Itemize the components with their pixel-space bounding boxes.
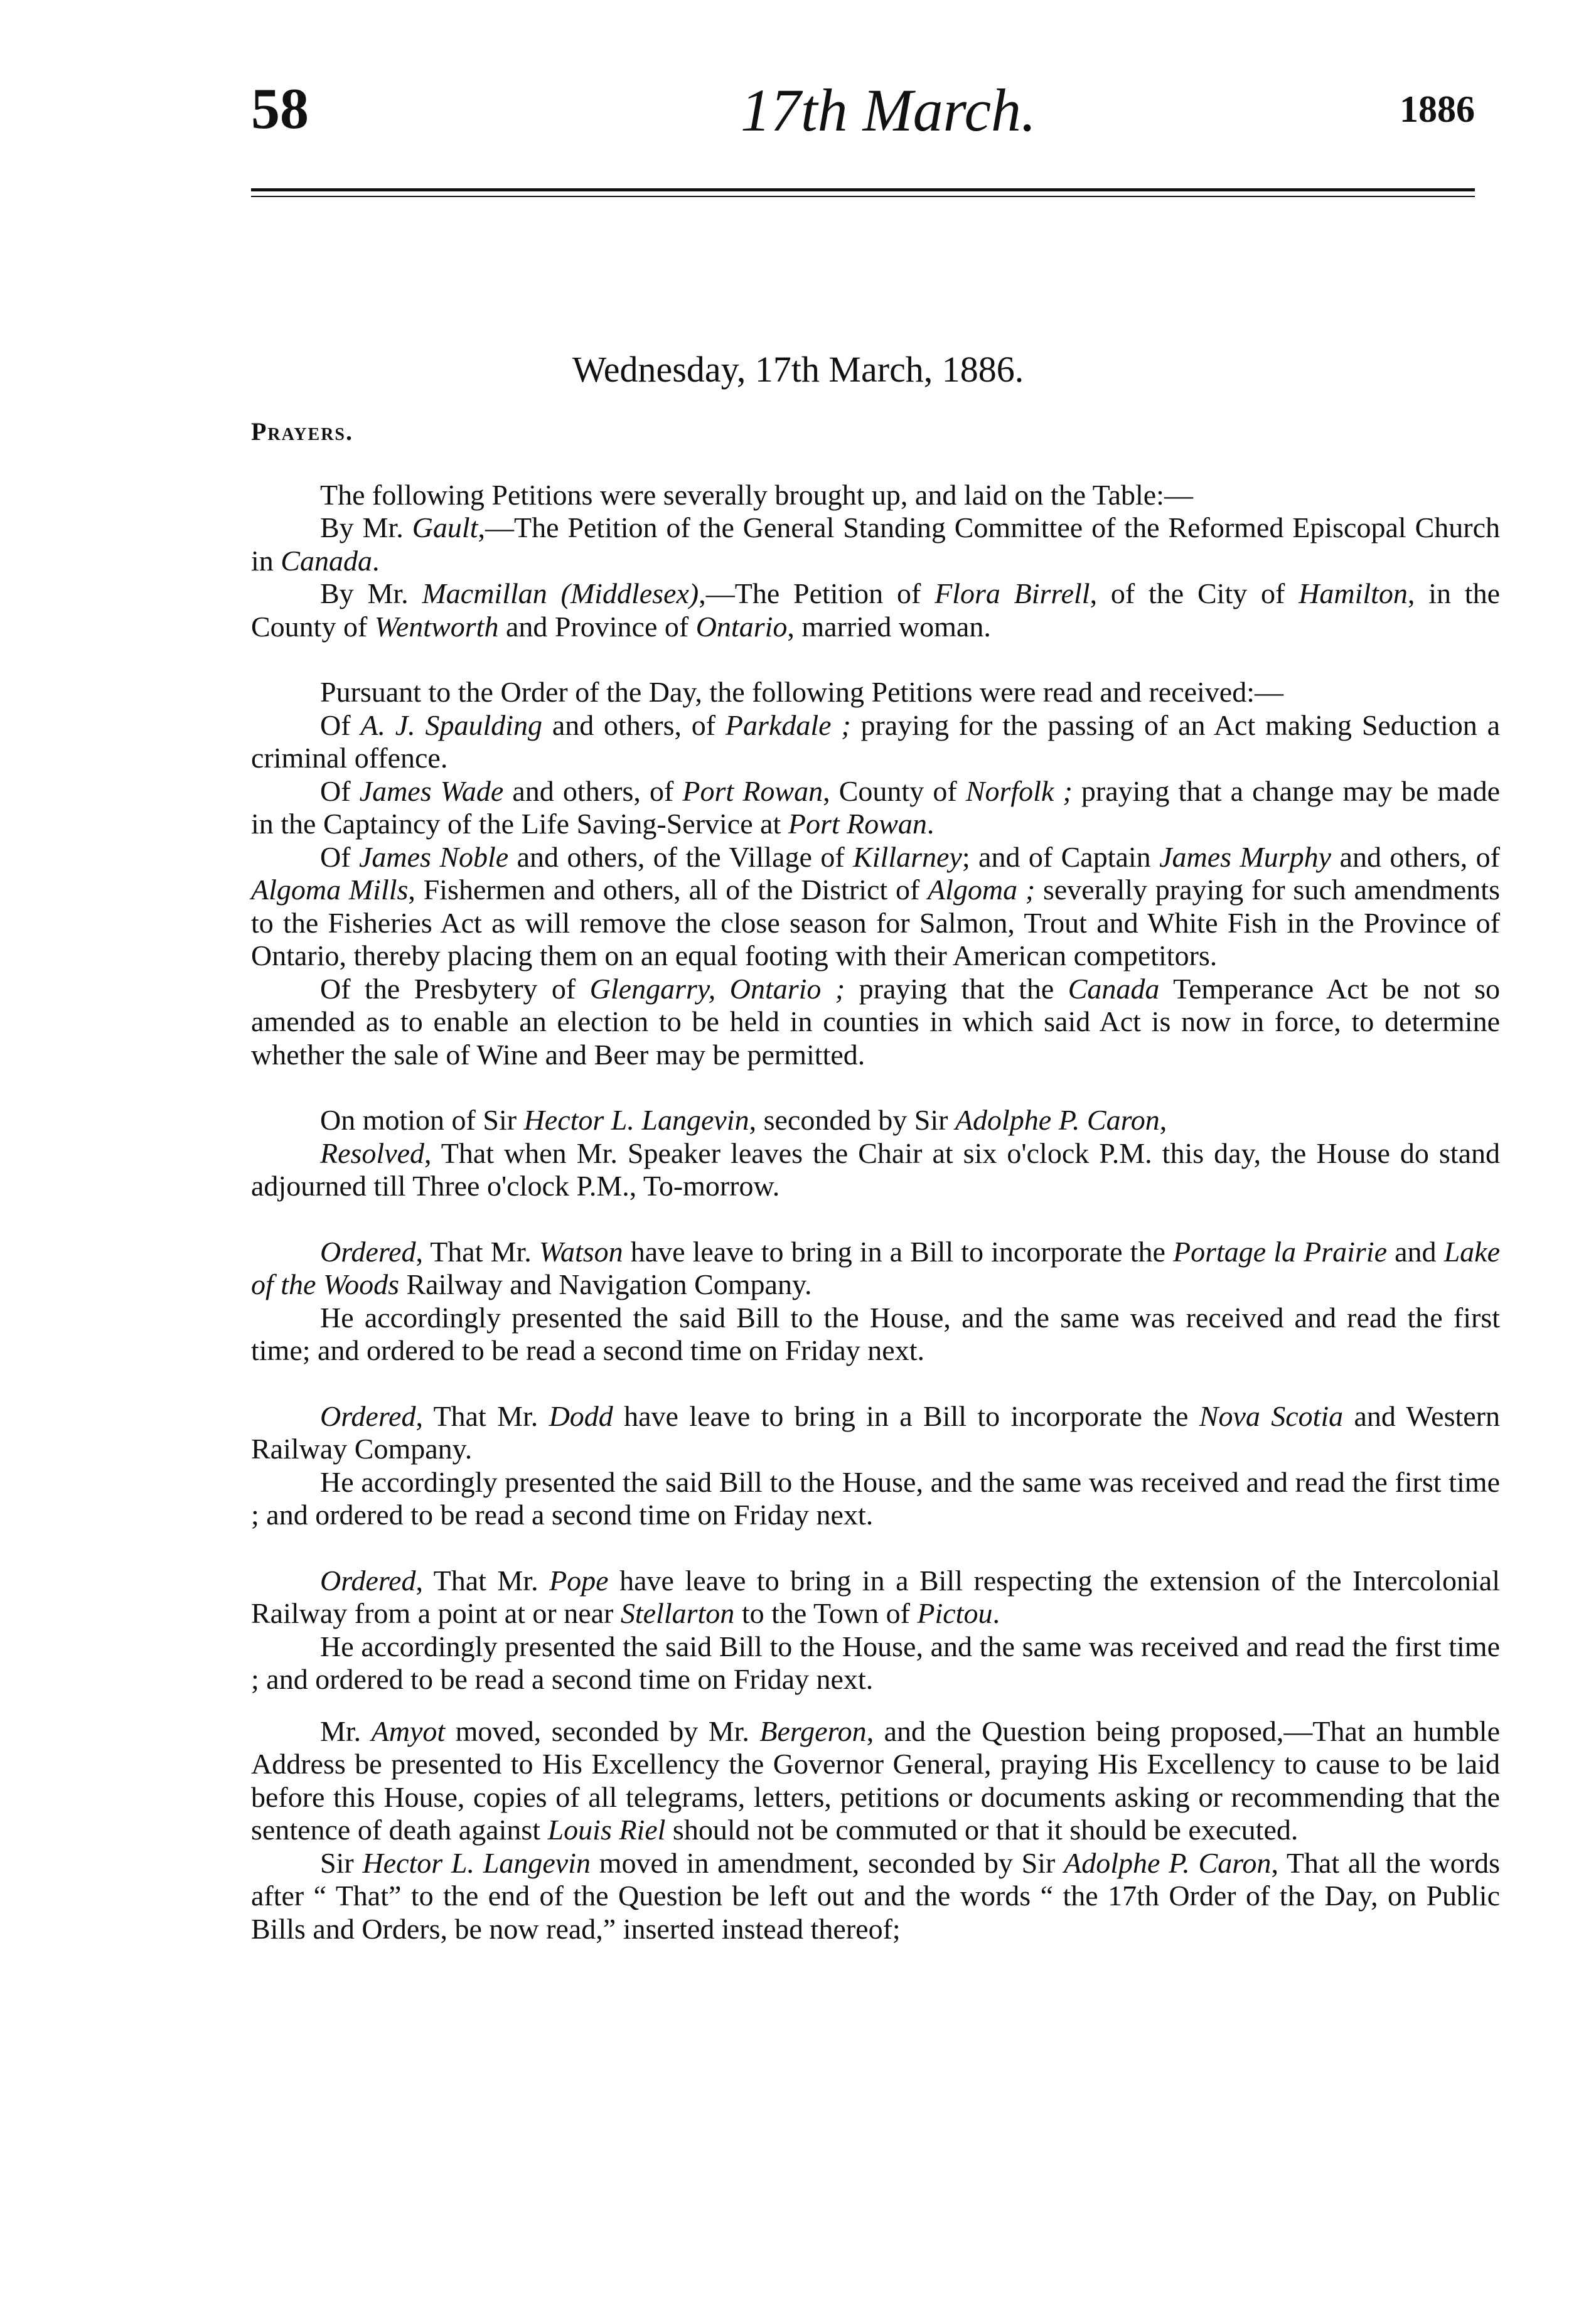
place-name: Ontario <box>695 610 788 643</box>
petition-noble: Of James Noble and others, of the Village of Killarney; and of Captain James Murphy and others, of Algoma Mills, Fishermen and others, all of the District of Algoma ; severally praying for such amendments to the Fisheries Act as will remove the close season for Salmon, Trout and White Fish in the Province of Ontario, thereby placing them on an equal footing with their American competitors. <box>251 840 1501 971</box>
resolution-adjournment: Resolved, That when Mr. Speaker leaves the Chair at six o'clock P.M. this day, the House do stand adjourned till Three o'clock P.M., To-morrow. <box>251 1137 1500 1202</box>
place-name: Portage la Prairie <box>1172 1235 1387 1268</box>
place-name: Hamilton <box>1299 577 1408 609</box>
petitioner-name: A. J. Spaulding <box>360 709 543 741</box>
member-name: Dodd <box>549 1400 613 1432</box>
page-number: 58 <box>251 77 309 141</box>
petition-gault: By Mr. Gault,—The Petition of the General Standing Committee of the Reformed Episcopal Church in Canada. <box>251 511 1500 577</box>
member-name: Pope <box>549 1564 609 1597</box>
petitions-intro: The following Petitions were severally brought up, and laid on the Table:— <box>320 478 1193 511</box>
member-name: Gault <box>412 511 478 543</box>
bill-nova-scotia-order: Ordered, That Mr. Dodd have leave to bring in a Bill to incorporate the Nova Scotia and Western Railway Company. <box>251 1400 1500 1465</box>
petition-wade: Of James Wade and others, of Port Rowan, County of Norfolk ; praying that a change may be made in the Captaincy of the Life Saving-Service at Port Rowan. <box>251 774 1501 840</box>
member-name: Watson <box>538 1235 623 1268</box>
ordered-label: Ordered <box>320 1235 416 1268</box>
petitioner-name: James Noble <box>358 840 509 873</box>
place-name: Port Rowan <box>788 808 927 840</box>
place-name: Wentworth <box>374 610 499 643</box>
petitioner-name: James Murphy <box>1159 840 1332 873</box>
place-name: Canada <box>1068 972 1160 1005</box>
bill-nova-scotia-presented: He accordingly presented the said Bill to the House, and the same was received and read the first time ; and ordered to be read a second time on Friday next. <box>251 1465 1500 1531</box>
place-name: Port Rowan <box>682 774 823 807</box>
amendment-motion: Sir Hector L. Langevin moved in amendment, seconded by Sir Adolphe P. Caron, That all the words after “ That” to the end of the Question be left out and the words “ the 17th Order of the Day, on Public Bills and Orders, be now read,” inserted instead thereof; <box>251 1846 1501 1945</box>
place-name: Glengarry, Ontario ; <box>589 972 845 1005</box>
petition-macmillan: By Mr. Macmillan (Middlesex),—The Petition of Flora Birrell, of the City of Hamilton, in the County of Wentworth and Province of Ontario, married woman. <box>251 577 1500 643</box>
place-name: Stellarton <box>620 1597 735 1629</box>
place-name: Parkdale ; <box>725 709 851 741</box>
bill-intercolonial-order: Ordered, That Mr. Pope have leave to bring in a Bill respecting the extension of the Intercolonial Railway from a point at or near Stellarton to the Town of Pictou. <box>251 1564 1500 1629</box>
place-name: Canada <box>281 544 372 577</box>
running-header-date: 17th March. <box>741 77 1037 144</box>
bill-intercolonial-presented: He accordingly presented the said Bill to the House, and the same was received and read the first time ; and ordered to be read a second time on Friday next. <box>251 1630 1500 1695</box>
sitting-date-heading: Wednesday, 17th March, 1886. <box>572 349 1024 390</box>
member-name: Bergeron <box>759 1715 867 1747</box>
member-name: Amyot <box>371 1715 446 1747</box>
order-of-day: Pursuant to the Order of the Day, the following Petitions were read and received:— <box>320 676 1284 708</box>
petitioner-name: Flora Birrell <box>935 577 1090 609</box>
place-name: Algoma Mills <box>251 874 409 906</box>
ordered-label: Ordered <box>320 1400 416 1432</box>
member-name: Macmillan (Middlesex) <box>422 577 699 609</box>
place-name: Killarney <box>853 840 962 873</box>
member-name: Hector L. Langevin <box>362 1846 591 1879</box>
bill-portage-order: Ordered, That Mr. Watson have leave to bring in a Bill to incorporate the Portage la Prairie and Lake of the Woods Railway and Navigation Company. <box>251 1235 1501 1300</box>
running-header-year: 1886 <box>1400 88 1475 130</box>
address-motion: Mr. Amyot moved, seconded by Mr. Bergeron, and the Question being proposed,—That an humble Address be presented to His Excellency the Governor General, praying His Excellency to cause to be laid before this House, copies of all telegrams, letters, petitions or documents asking or recommending that the sentence of death against Louis Riel should not be commuted or that it should be executed. <box>251 1715 1500 1846</box>
petition-presbytery: Of the Presbytery of Glengarry, Ontario ; praying that the Canada Temperance Act be not so amended as to enable an election to be held in counties in which said Act is now in force, to determine whether the sale of Wine and Beer may be permitted. <box>251 972 1500 1071</box>
place-name: Pictou <box>917 1597 993 1629</box>
petition-spaulding: Of A. J. Spaulding and others, of Parkdale ; praying for the passing of an Act making Seduction a criminal offence. <box>251 709 1501 774</box>
member-name: Hector L. Langevin <box>523 1104 749 1136</box>
place-name: Lake of the Woods <box>251 1235 1501 1300</box>
journal-body <box>251 414 1500 1945</box>
place-name: Nova Scotia <box>1199 1400 1344 1432</box>
header-rule-thick <box>251 188 1475 191</box>
prayers-label: Prayers. <box>251 417 353 446</box>
place-name: Algoma ; <box>928 874 1036 906</box>
prayers-heading <box>251 414 1500 449</box>
ordered-label: Ordered <box>320 1564 416 1597</box>
member-name: Adolphe P. Caron <box>1064 1846 1272 1879</box>
header-rule-thin <box>251 196 1475 197</box>
petitioner-name: James Wade <box>359 774 504 807</box>
place-name: Norfolk ; <box>965 774 1073 807</box>
bill-portage-presented: He accordingly presented the said Bill to the House, and the same was received and read the first time; and ordered to be read a second time on Friday next. <box>251 1301 1500 1366</box>
member-name: Adolphe P. Caron <box>955 1104 1160 1136</box>
person-name: Louis Riel <box>547 1814 666 1846</box>
motion-adjournment: On motion of Sir Hector L. Langevin, seconded by Sir Adolphe P. Caron, <box>320 1104 1167 1136</box>
resolved-label: Resolved <box>320 1137 425 1169</box>
